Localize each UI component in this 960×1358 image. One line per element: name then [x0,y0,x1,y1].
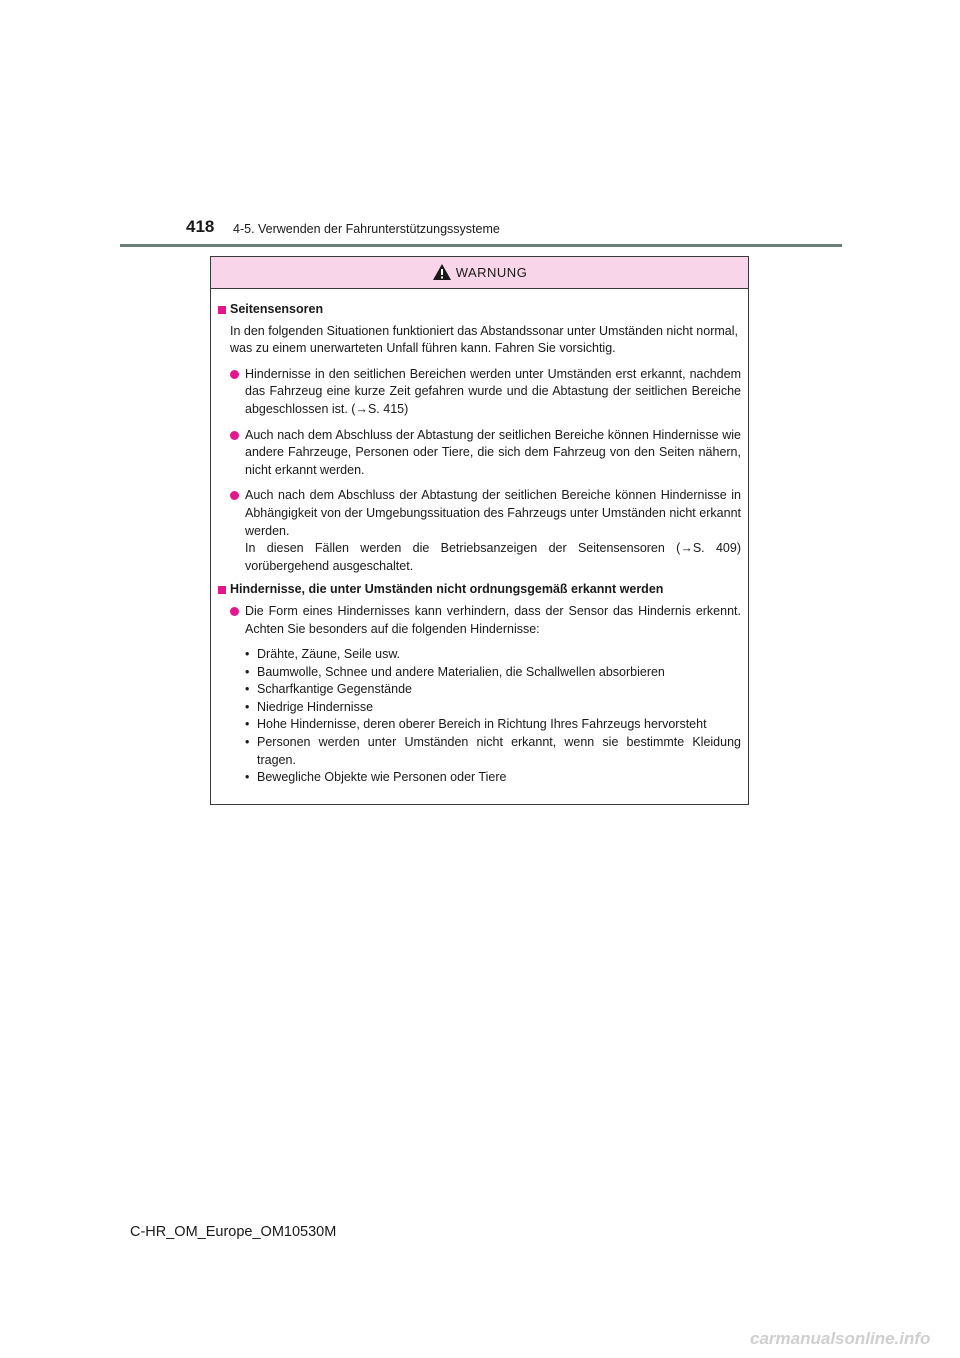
list-item-text [245,603,741,787]
list-item-note: In diesen Fällen werden die Betriebsanzeigen der Seitensensoren (→S. 409) vorübergehend ausgeschaltet. [245,541,741,573]
warning-body [211,289,748,787]
sub-list-item: • Baumwolle, Schnee und andere Materialien, die Schallwellen absorbieren [245,664,741,682]
warning-box [210,256,749,805]
list-item [218,366,741,419]
sub-list-item: • Drähte, Zäune, Seile usw. [245,646,741,664]
warning-header [211,257,748,289]
list-item [218,487,741,575]
section-heading [218,581,741,599]
list-item-main: Auch nach dem Abschluss der Abtastung der seitlichen Bereiche können Hindernisse in Abhängigkeit von der Umgebungssituation des Fahrzeugs unter Umständen nicht erkannt werden. [245,488,741,538]
section-title: 4-5. Verwenden der Fahrunterstützungssysteme [233,222,500,236]
list-item-text [245,487,741,575]
sub-list-item-text: Baumwolle, Schnee und andere Materialien, die Schallwellen absorbieren [257,664,665,679]
page-number: 418 [186,217,215,236]
header-divider [120,244,842,247]
circle-bullet-icon [230,370,239,379]
sub-list-item-text: Scharfkantige Gegenstände [257,682,412,697]
square-bullet-icon [218,306,226,314]
section-intro: In den folgenden Situationen funktioniert das Abstandssonar unter Umständen nicht normal, was zu einem unerwarteten Unfall führen kann. Fahren Sie vorsichtig. [230,323,738,356]
square-bullet-icon [218,586,226,594]
sub-list-item: • Bewegliche Objekte wie Personen oder Tiere [245,769,741,787]
circle-bullet-icon [230,431,239,440]
circle-bullet-icon [230,607,239,616]
section-heading-text: Seitensensoren [230,302,324,316]
circle-bullet-icon [230,491,239,500]
document-code: C-HR_OM_Europe_OM10530M [130,1224,337,1240]
sub-list-item-text: Drähte, Zäune, Seile usw. [257,647,401,662]
list-item [218,603,741,787]
sub-list-item: • Hohe Hindernisse, deren oberer Bereich in Richtung Ihres Fahrzeugs hervorsteht [245,716,741,734]
list-item [218,427,741,480]
list-item-main: Die Form eines Hindernisses kann verhindern, dass der Sensor das Hindernis erkennt. Achten Sie besonders auf die folgenden Hindernisse: [245,603,741,636]
sub-list-item-text: Hohe Hindernisse, deren oberer Bereich in Richtung Ihres Fahrzeugs hervorsteht [257,717,707,732]
watermark: carmanualsonline.info [750,1329,931,1348]
sub-list-item: • Personen werden unter Umständen nicht erkannt, wenn sie bestimmte Kleidung tragen. [245,734,741,769]
sub-list-item-text: Niedrige Hindernisse [257,699,374,714]
list-item-text: Auch nach dem Abschluss der Abtastung der seitlichen Bereiche können Hindernisse wie andere Fahrzeuge, Personen oder Tiere, die sich dem Fahrzeug von den Seiten nähern, nicht erkannt werden. [245,427,741,477]
sub-list [245,646,741,787]
warning-triangle-icon [432,263,452,281]
sub-list-item: • Scharfkantige Gegenstände [245,681,741,699]
warning-title: WARNUNG [455,265,528,280]
list-item-text: Hindernisse in den seitlichen Bereichen werden unter Umständen erst erkannt, nachdem das Fahrzeug eine kurze Zeit gefahren wurde und die Abtastung der seitlichen Bereiche abgeschlossen ist. (→S. 415) [245,366,741,416]
sub-list-item: • Niedrige Hindernisse [245,699,741,717]
section-heading [218,301,741,319]
sub-list-item-text: Personen werden unter Umständen nicht erkannt, wenn sie bestimmte Kleidung tragen. [257,735,741,767]
section-heading-text: Hindernisse, die unter Umständen nicht ordnungsgemäß erkannt werden [230,582,664,597]
sub-list-item-text: Bewegliche Objekte wie Personen oder Tiere [257,770,507,785]
